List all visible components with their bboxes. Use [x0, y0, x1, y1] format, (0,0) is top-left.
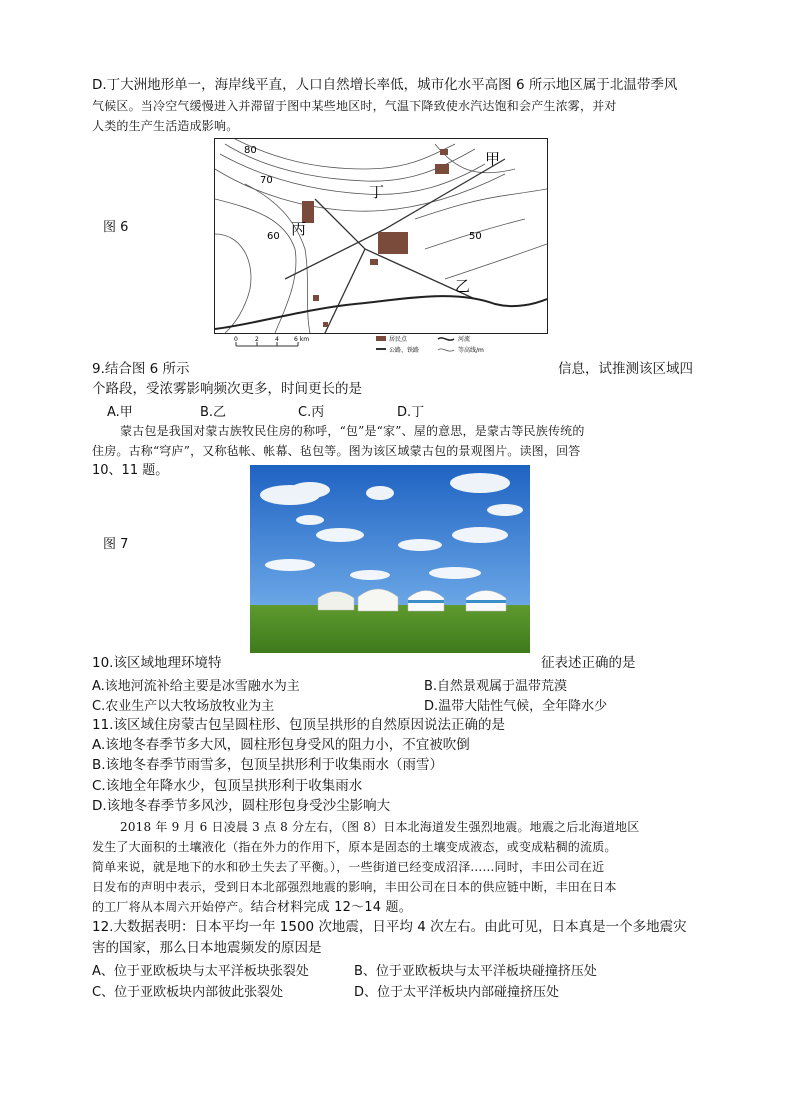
figure-6-label: 图 6	[103, 220, 129, 235]
map-scale-legend	[228, 334, 518, 362]
legend-settlement-icon	[376, 336, 386, 341]
q11-option-d: D.该地冬春季节多风沙，圆柱形包身受沙尘影响大	[92, 798, 391, 814]
contour-line	[215, 199, 296, 333]
place-label-yi: 乙	[455, 277, 471, 295]
q9-stem-line-2: 个路段，受浓雾影响频次更多，时间更长的是	[92, 381, 362, 397]
q10-stem-left: 10.该区域地理环境特	[92, 655, 222, 671]
passage3-line-1: 2018 年 9 月 6 日凌晨 3 点 8 分左右，（图 8）日本北海道发生强烈地震。地震之后北海道地区	[120, 820, 640, 834]
figure-7-photo	[250, 465, 530, 653]
passage2-line-1: 蒙古包是我国对蒙古族牧民住房的称呼，“包”是“家”、屋的意思，是蒙古等民族传统的	[120, 424, 585, 438]
legend-label: 等高线/m	[458, 347, 484, 354]
q11-option-b: B.该地冬春季节雨雪多，包顶呈拱形利于收集雨水（雨雪）	[92, 757, 444, 773]
q10-option-d: D.温带大陆性气候，全年降水少	[424, 699, 608, 714]
place-label-ding: 丁	[369, 183, 385, 201]
q12-line-1: 12.大数据表明：日本平均一年 1500 次地震，日平均 4 次左右。由此可见，日本真是一个多地震灾	[92, 919, 687, 935]
contour-label: 60	[267, 231, 280, 242]
river-line	[215, 296, 547, 329]
q9-stem-left: 9.结合图 6 所示	[92, 361, 190, 377]
passage3-line-5-part-b: 结合材料完成 12～14 题。	[250, 900, 412, 915]
settlement-icon	[313, 295, 319, 301]
settlement-icon	[435, 164, 449, 174]
q10-option-a: A.该地河流补给主要是冰雪融水为主	[92, 679, 300, 694]
q12-option-c: C、位于亚欧板块内部彼此张裂处	[92, 985, 284, 1000]
q9-option-c: C.丙	[298, 405, 325, 420]
legend-river-icon	[438, 338, 454, 340]
q11-option-a: A.该地冬春季节多大风，圆柱形包身受风的阻力小，不宜被吹倒	[92, 737, 470, 753]
q9-option-b: B.乙	[200, 405, 227, 420]
q11-option-c: C.该地全年降水少，包顶呈拱形利于收集雨水	[92, 778, 363, 794]
figure-6-map	[214, 138, 548, 334]
contour-label: 70	[260, 175, 273, 186]
contour-map-svg	[215, 139, 547, 333]
q10-stem-right: 征表述正确的是	[541, 655, 636, 671]
settlement-icon	[323, 322, 328, 327]
contour-label: 80	[244, 145, 257, 156]
q12-option-d: D、位于太平洋板块内部碰撞挤压处	[354, 985, 560, 1000]
contour-line	[415, 189, 547, 219]
q9-option-d: D.丁	[397, 405, 425, 420]
grassland	[250, 605, 530, 653]
settlement-icon	[370, 259, 378, 265]
intro-line-2: 气候区。当冷空气缓慢进入并滞留于图中某些地区时，气温下降致使水汽达饱和会产生浓雾，并对	[92, 99, 617, 113]
q10-option-c: C.农业生产以大牧场放牧业为主	[92, 699, 275, 714]
scale-label: 4	[275, 336, 279, 343]
legend-label: 河流	[458, 336, 471, 343]
passage3-line-2: 发生了大面积的土壤液化（指在外力的作用下，原本是固态的土壤变成液态，或变成粘稠的流质。	[92, 840, 617, 854]
contour-line	[215, 234, 251, 333]
passage2-line-2: 住房。古称“穹庐”，又称毡帐、帐幕、毡包等。图为该区域蒙古包的景观图片。读图，回答	[92, 444, 581, 458]
railway-line	[285, 159, 505, 279]
legend-label: 公路、铁路	[389, 347, 420, 354]
settlement-icon	[440, 149, 448, 155]
settlement-icon	[378, 232, 408, 254]
contour-line	[445, 244, 547, 279]
q10-option-b: B.自然景观属于温带荒漠	[424, 679, 568, 694]
legend-contour-icon	[438, 349, 454, 351]
passage3-line-3: 简单来说，就是地下的水和砂土失去了平衡。），一些街道已经变成沼泽......同时，丰田公司在近	[92, 860, 605, 874]
passage3-line-4: 日发布的声明中表示，受到日本北部强烈地震的影响，丰田公司在日本的供应链中断，丰田在日本	[92, 880, 617, 894]
place-label-jia: 甲	[485, 150, 501, 168]
passage2-line-3: 10、11 题。	[92, 463, 169, 478]
q9-stem-right: 信息，试推测该区域四	[558, 361, 693, 377]
q11-stem: 11.该区域住房蒙古包呈圆柱形、包顶呈拱形的自然原因说法正确的是	[92, 717, 505, 733]
q12-option-a: A、位于亚欧板块与太平洋板块张裂处	[92, 964, 309, 979]
road-line	[325, 249, 365, 333]
scale-label: 2	[255, 336, 259, 343]
intro-line-3: 人类的生产生活造成影响。	[92, 119, 239, 133]
legend-label: 居民点	[389, 336, 408, 343]
contour-label: 50	[469, 231, 482, 242]
contour-line	[245, 184, 310, 333]
intro-line-1: D.丁大洲地形单一，海岸线平直，人口自然增长率低，城市化水平高图 6 所示地区属于北温带季风	[92, 77, 678, 93]
q12-line-2: 害的国家，那么日本地震频发的原因是	[92, 940, 322, 956]
place-label-bing: 丙	[291, 220, 307, 238]
passage3-line-5-part-a: 的工厂将从本周六开始停产。	[92, 900, 251, 914]
scale-label: 0	[234, 336, 238, 343]
q9-option-a: A.甲	[107, 405, 133, 420]
passage3-line-5	[92, 898, 412, 917]
q12-option-b: B、位于亚欧板块与太平洋板块碰撞挤压处	[354, 964, 597, 979]
scale-label: 6 km	[294, 336, 310, 343]
yurt-landscape-image	[250, 465, 530, 653]
figure-7-label: 图 7	[103, 537, 129, 552]
